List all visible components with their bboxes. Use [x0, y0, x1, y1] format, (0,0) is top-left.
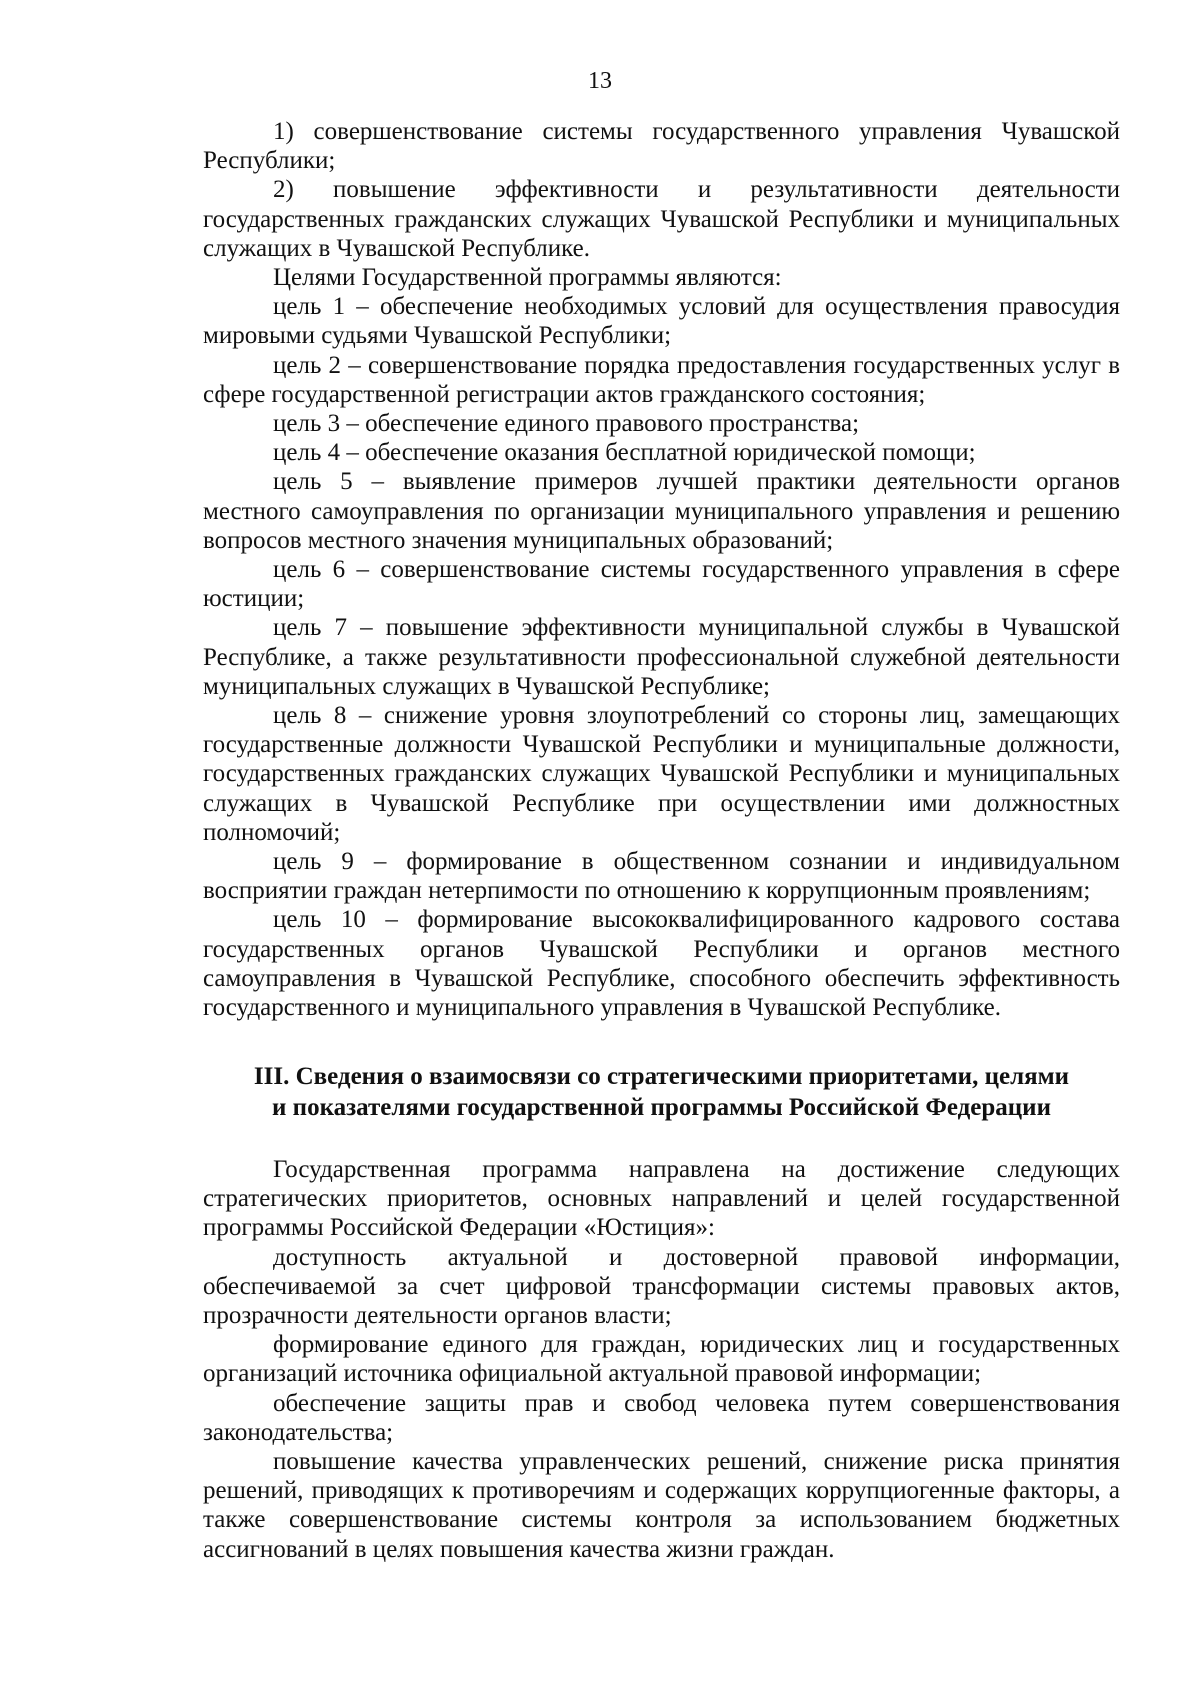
paragraph: 2) повышение эффективности и результативности деятельности государственных гражданских служащих Чувашской Республики и муниципальных служащих в Чувашской Республике.	[203, 176, 1120, 262]
paragraph: цель 1 – обеспечение необходимых условий для осуществления правосудия мировыми судьями Чувашской Республики;	[203, 293, 1120, 350]
paragraph: цель 9 – формирование в общественном сознании и индивидуальном восприятии граждан нетерпимости по отношению к коррупционным проявлениям;	[203, 848, 1120, 905]
paragraph: 1) совершенствование системы государственного управления Чувашской Республики;	[203, 118, 1120, 175]
page-number: 13	[588, 68, 612, 94]
paragraph: доступность актуальной и достоверной правовой информации, обеспечиваемой за счет цифровой трансформации системы правовых актов, прозрачности деятельности органов власти;	[203, 1243, 1120, 1330]
paragraph: формирование единого для граждан, юридических лиц и государственных организаций источника официальной актуальной правовой информации;	[203, 1331, 1120, 1388]
goals-text-block	[203, 117, 1120, 1022]
paragraph: цель 4 – обеспечение оказания бесплатной юридической помощи;	[273, 439, 976, 467]
paragraph: цель 5 – выявление примеров лучшей практики деятельности органов местного самоуправления по организации муниципального управления и решению вопросов местного значения муниципальных образований;	[203, 468, 1120, 554]
paragraph: цель 10 – формирование высококвалифицированного кадрового состава государственных органов Чувашской Республики и органов местного самоуправления в Чувашской Республике, способного обеспечить эффективность государственного и муниципального управления в Чувашской Республике.	[203, 906, 1120, 1022]
section-heading-line: III. Сведения о взаимосвязи со стратегическими приоритетами, целями	[253, 1063, 1070, 1090]
paragraph: повышение качества управленческих решений, снижение риска принятия решений, приводящих к противоречиям и содержащих коррупциогенные факторы, а также совершенствование системы контроля за использованием бюджетных ассигнований в целях повышения качества жизни граждан.	[203, 1448, 1120, 1563]
paragraph: цель 3 – обеспечение единого правового пространства;	[273, 410, 860, 438]
section-heading-line: и показателями государственной программы Российской Федерации	[272, 1094, 1051, 1121]
paragraph: Целями Государственной программы являются:	[273, 264, 782, 292]
paragraph: цель 8 – снижение уровня злоупотреблений со стороны лиц, замещающих государственные должности Чувашской Республики и муниципальные должности, государственных гражданских служащих Чувашской Республики и муниципальных служащих в Чувашской Республике при осуществлении ими должностных полномочий;	[203, 702, 1120, 846]
paragraph: цель 7 – повышение эффективности муниципальной службы в Чувашской Республике, а также результативности профессиональной служебной деятельности муниципальных служащих в Чувашской Республике;	[203, 614, 1120, 700]
priorities-text-block	[203, 1155, 1120, 1564]
section-heading	[203, 1061, 1120, 1123]
paragraph: цель 2 – совершенствование порядка предоставления государственных услуг в сфере государственной регистрации актов гражданского состояния;	[203, 351, 1120, 408]
paragraph: Государственная программа направлена на достижение следующих стратегических приоритетов, основных направлений и целей государственной программы Российской Федерации «Юстиция»:	[203, 1156, 1120, 1242]
paragraph: цель 6 – совершенствование системы государственного управления в сфере юстиции;	[203, 556, 1120, 613]
paragraph: обеспечение защиты прав и свобод человека путем совершенствования законодательства;	[203, 1389, 1120, 1446]
